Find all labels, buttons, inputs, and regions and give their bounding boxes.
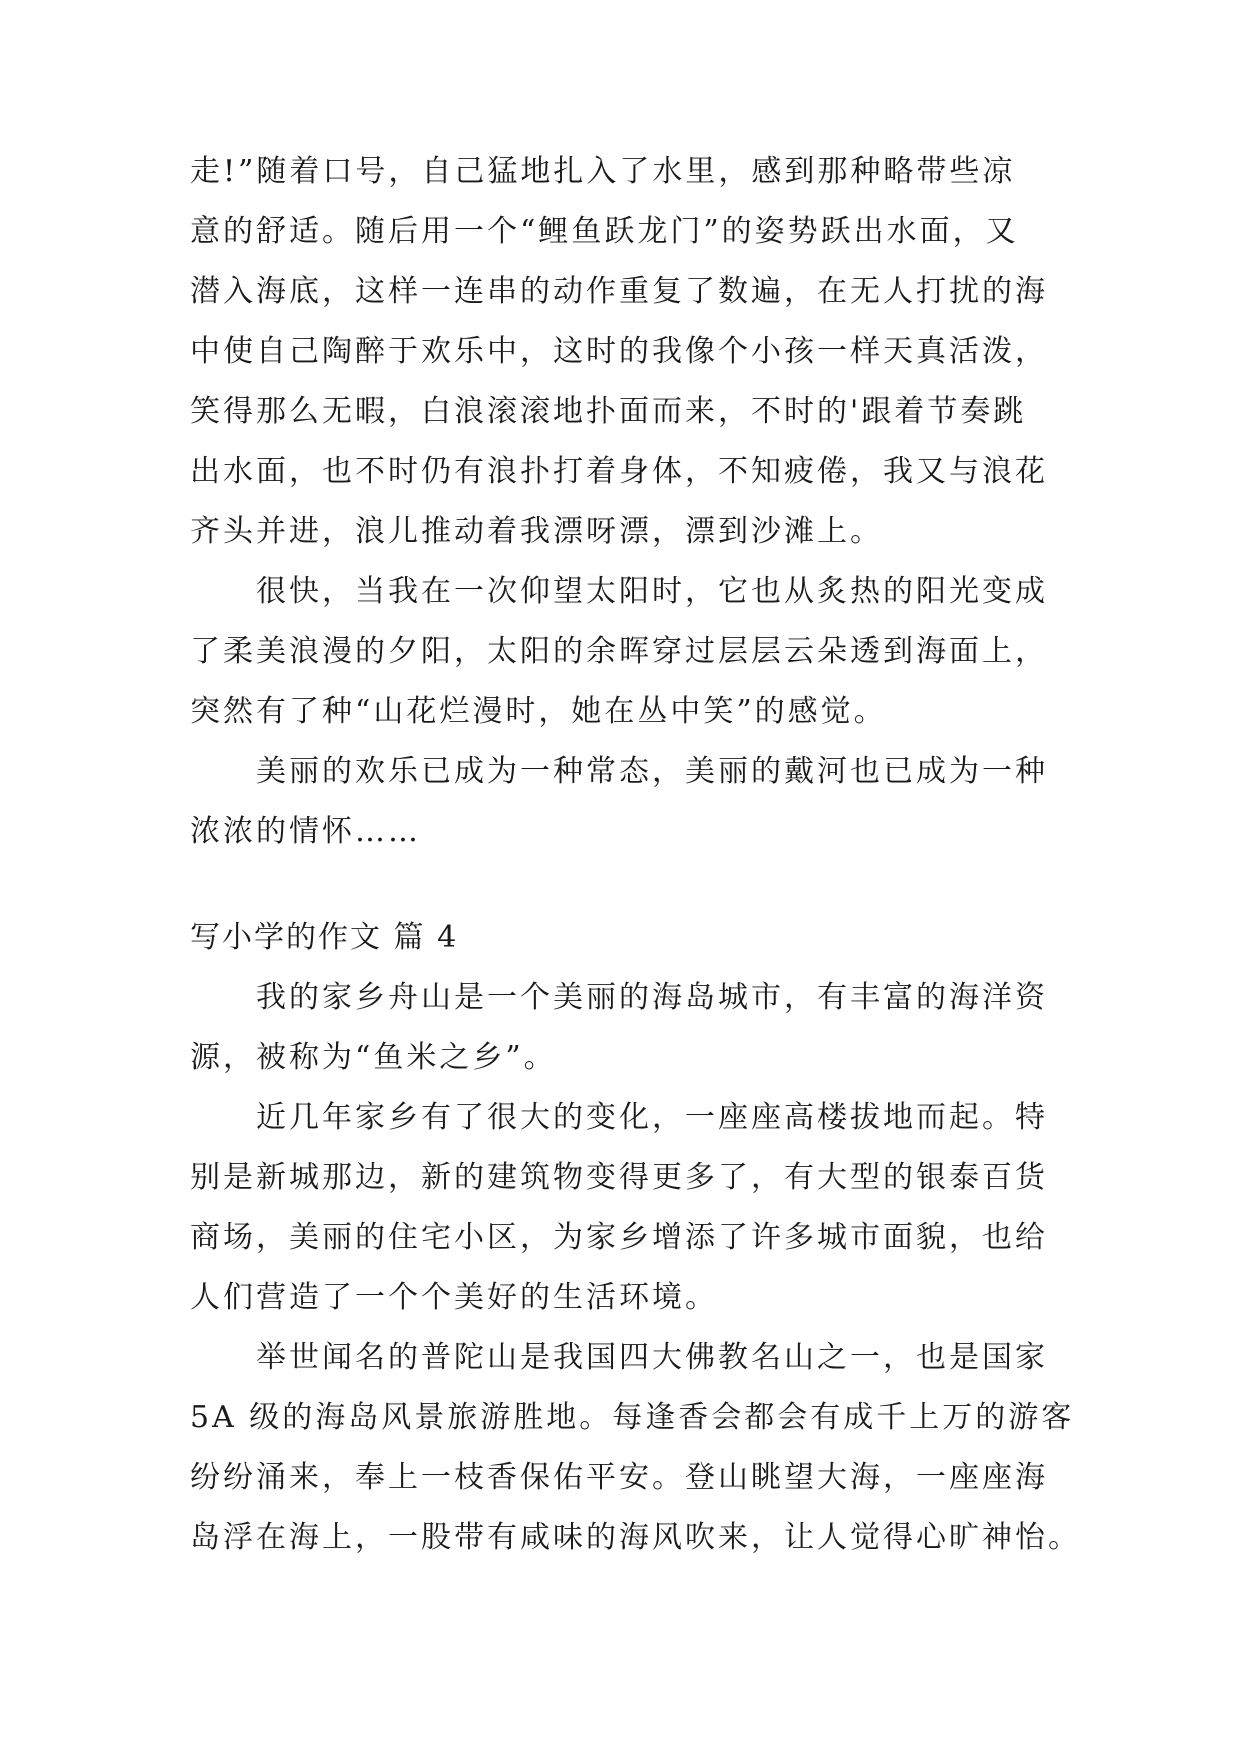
paragraph-first-line: 很快，当我在一次仰望太阳时，它也从炙热的阳光变成 — [256, 574, 1048, 609]
text-line: 齐头并进，浪儿推动着我漂呀漂，漂到沙滩上。 — [190, 514, 883, 549]
text-line: 5A 级的海岛风景旅游胜地。每逢香会都会有成千上万的游客 — [190, 1400, 1075, 1435]
text-line: 纷纷涌来，奉上一枝香保佑平安。登山眺望大海，一座座海 — [190, 1460, 1048, 1495]
text-line: 出水面，也不时仍有浪扑打着身体，不知疲倦，我又与浪花 — [190, 454, 1048, 489]
paragraph-first-line: 我的家乡舟山是一个美丽的海岛城市，有丰富的海洋资 — [256, 980, 1048, 1015]
text-line: 意的舒适。随后用一个“鲤鱼跃龙门”的姿势跃出水面，又 — [190, 214, 1019, 249]
paragraph-first-line: 近几年家乡有了很大的变化，一座座高楼拔地而起。特 — [256, 1100, 1048, 1135]
text-line: 笑得那么无暇，白浪滚滚地扑面而来，不时的'跟着节奏跳 — [190, 394, 1027, 429]
text-line: 了柔美浪漫的夕阳，太阳的余晖穿过层层云朵透到海面上， — [190, 634, 1048, 669]
text-line: 浓浓的情怀…… — [190, 814, 421, 849]
text-line: 别是新城那边，新的建筑物变得更多了，有大型的银泰百货 — [190, 1160, 1048, 1195]
text-line: 走!”随着口号，自己猛地扎入了水里，感到那种略带些凉 — [190, 154, 1016, 189]
text-line: 商场，美丽的住宅小区，为家乡增添了许多城市面貌，也给 — [190, 1220, 1048, 1255]
section-heading: 写小学的作文 篇 4 — [190, 920, 459, 955]
text-line: 突然有了种“山花烂漫时，她在丛中笑”的感觉。 — [190, 694, 887, 729]
text-line: 中使自己陶醉于欢乐中，这时的我像个小孩一样天真活泼， — [190, 334, 1048, 369]
text-line: 潜入海底，这样一连串的动作重复了数遍，在无人打扰的海 — [190, 274, 1048, 309]
text-line: 源，被称为“鱼米之乡”。 — [190, 1040, 557, 1075]
text-line: 岛浮在海上，一股带有咸味的海风吹来，让人觉得心旷神怡。 — [190, 1520, 1081, 1555]
text-line: 人们营造了一个个美好的生活环境。 — [190, 1280, 718, 1315]
paragraph-first-line: 举世闻名的普陀山是我国四大佛教名山之一，也是国家 — [256, 1340, 1048, 1375]
paragraph-first-line: 美丽的欢乐已成为一种常态，美丽的戴河也已成为一种 — [256, 754, 1048, 789]
